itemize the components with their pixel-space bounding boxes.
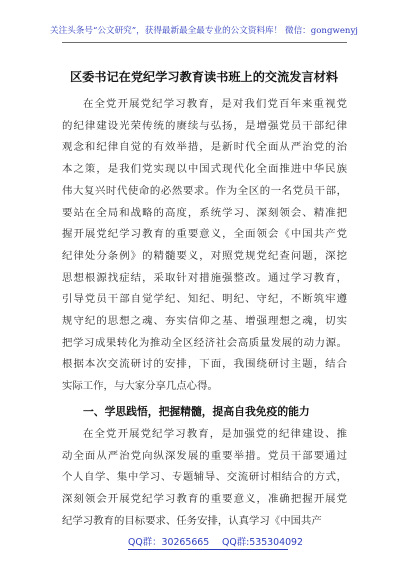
text-line: 纪学习教育的目标要求、任务安排，认真学习《中国共产 bbox=[62, 514, 322, 527]
text-line: 把学习成果转化为推动全区经济社会高质量发展的动力源。 bbox=[62, 336, 347, 349]
text-line: 本之策，是我们党实现以中国式现代化全面推进中华民族 bbox=[62, 163, 347, 176]
text-line: 纪律处分条例》的精髓要义，对照党规党纪查问题，深挖 bbox=[62, 249, 347, 262]
text-line: 在全党开展党纪学习教育，是对我们党百年来重视党 bbox=[83, 98, 347, 110]
header-banner: 关注头条号“公文研究”，获得最新最全最专业的公文资料库！ 微信：gongwenyj bbox=[50, 26, 358, 36]
document-title: 区委书记在党纪学习教育读书班上的交流发言材料 bbox=[69, 70, 339, 84]
header-divider bbox=[62, 42, 347, 43]
footer-qq-group-1[interactable]: QQ群：30265665 bbox=[128, 537, 210, 548]
text-line: 要站在全局和战略的高度，系统学习、深刻领会、精准把 bbox=[62, 206, 347, 219]
text-line: 握开展党纪学习教育的重要意义，全面领会《中国共产党 bbox=[62, 228, 347, 241]
footer-qq-group-2[interactable]: QQ群:535304092 bbox=[222, 537, 303, 548]
text-line: 的纪律建设光荣传统的赓续与弘扬，是增强党员干部纪律 bbox=[62, 119, 347, 132]
section-1-heading: 一、学思践悟，把握精髓，提高自我免疫的能力 bbox=[83, 405, 310, 418]
footer-bar bbox=[0, 532, 408, 550]
text-line: 实际工作，与大家分享几点心得。 bbox=[62, 380, 218, 393]
text-line: 伟大复兴时代使命的必然要求。作为全区的一名党员干部， bbox=[62, 184, 347, 197]
text-line: 在全党开展党纪学习教育，是加强党的纪律建设、推 bbox=[83, 428, 347, 440]
text-line: 思想根源找症结，采取针对措施强整改。通过学习教育， bbox=[62, 271, 347, 284]
text-line: 个人自学、集中学习、专题辅导、交流研讨相结合的方式， bbox=[62, 471, 347, 484]
text-line: 深刻领会开展党纪学习教育的重要意义，准确把握开展党 bbox=[62, 493, 347, 506]
footer-underline bbox=[128, 549, 288, 550]
text-line: 根据本次交流研讨的安排，下面，我围绕研讨主题，结合 bbox=[62, 358, 347, 371]
text-line: 动全面从严治党向纵深发展的重要举措。党员干部要通过 bbox=[62, 449, 347, 462]
text-line: 规守纪的思想之魂、夯实信仰之基、增强理想之魂，切实 bbox=[62, 315, 347, 327]
text-line: 观念和纪律自觉的有效举措，是新时代全面从严治党的治 bbox=[62, 141, 347, 154]
text-line: 引导党员干部自觉学纪、知纪、明纪、守纪，不断筑牢遵 bbox=[62, 293, 347, 306]
